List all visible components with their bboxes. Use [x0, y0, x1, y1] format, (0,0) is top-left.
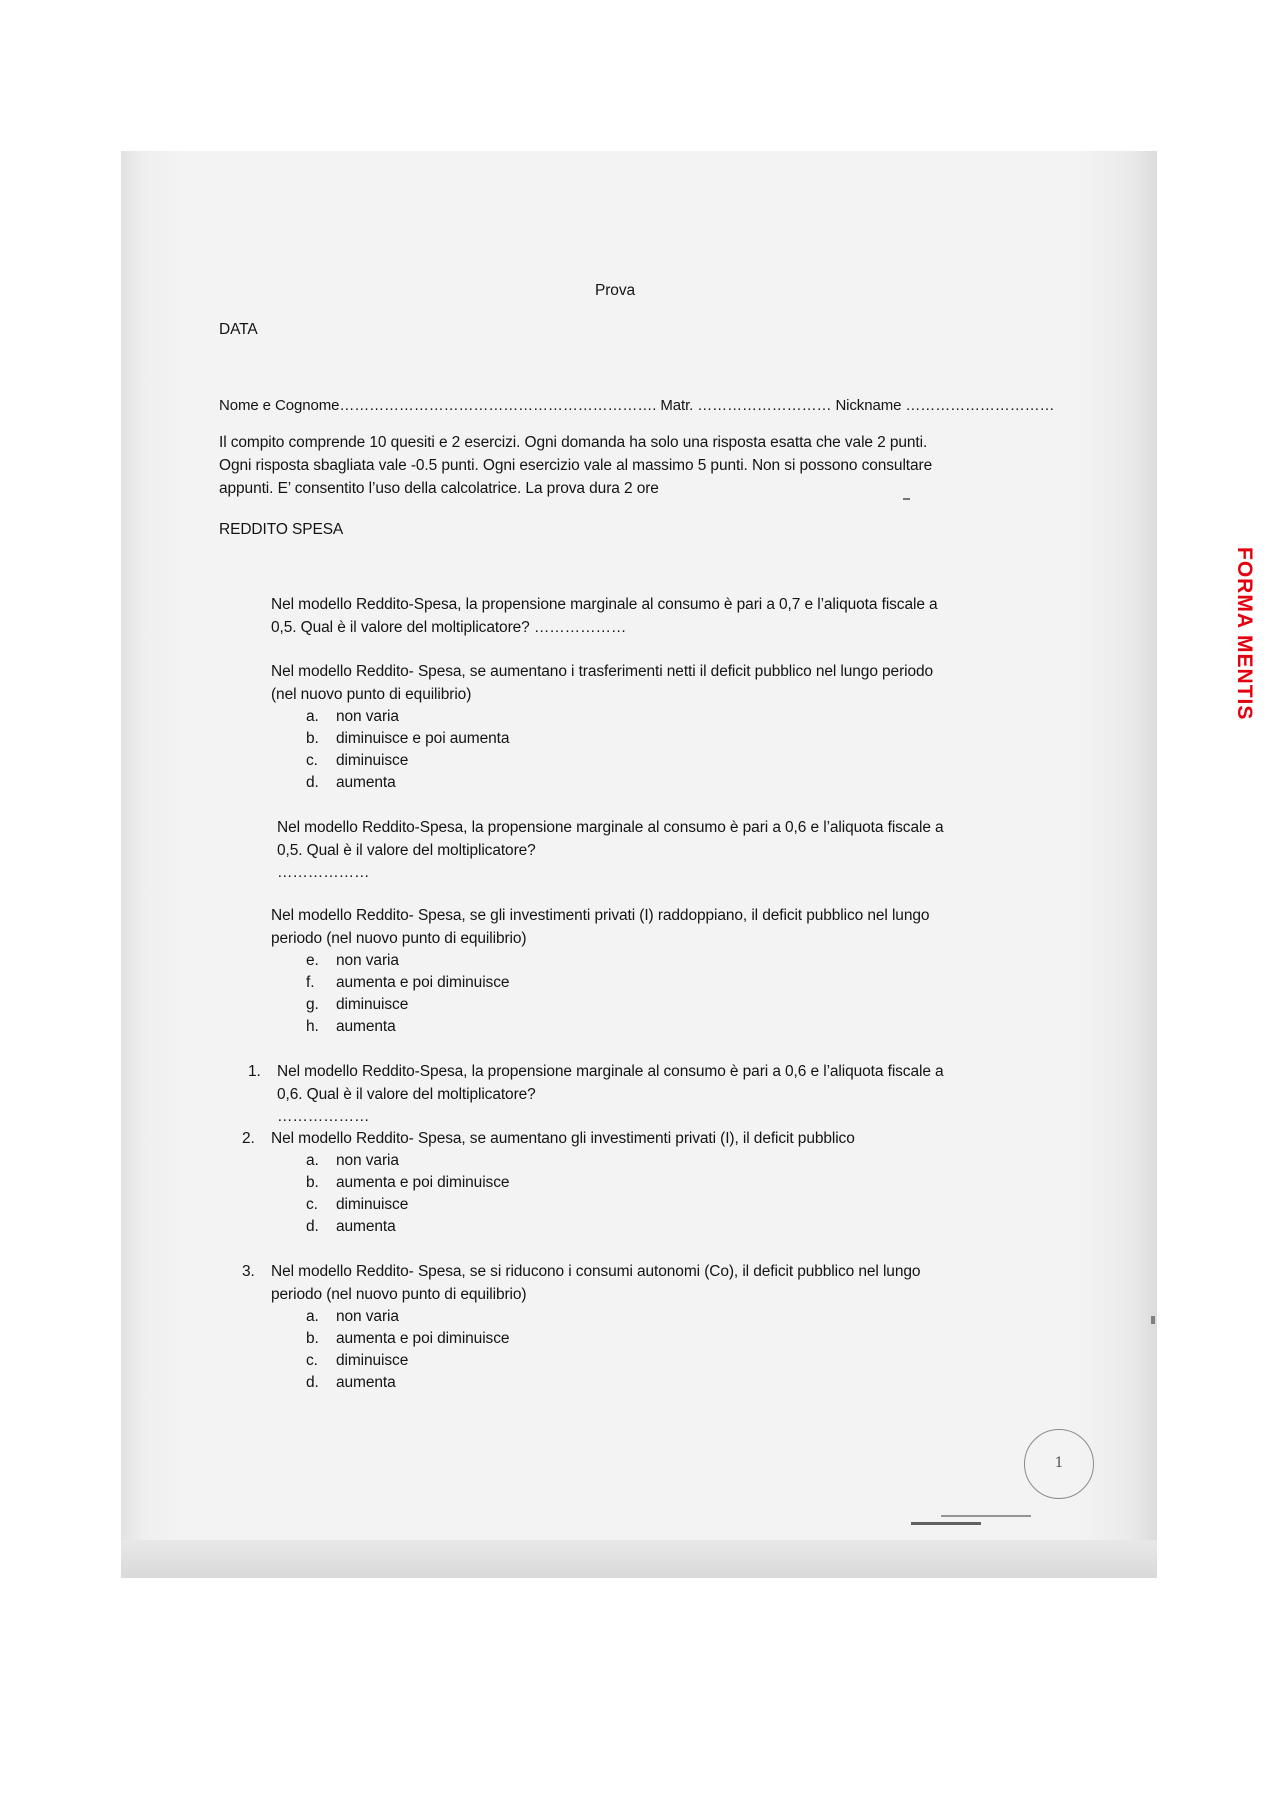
- answer-option: d. aumenta: [306, 1374, 396, 1391]
- instructions-line-3: appunti. E’ consentito l’uso della calcolatrice. La prova dura 2 ore: [219, 480, 659, 497]
- question-text: 0,5. Qual è il valore del moltiplicatore? ………………: [271, 619, 627, 636]
- instructions-line-2: Ogni risposta sbagliata vale -0.5 punti. Ogni esercizio vale al massimo 5 punti. Non si possono consultare: [219, 457, 933, 474]
- question-number: 2.: [242, 1130, 255, 1147]
- answer-option: e. non varia: [306, 952, 399, 969]
- answer-option: a. non varia: [306, 1308, 399, 1325]
- instructions-line-1: Il compito comprende 10 quesiti e 2 esercizi. Ogni domanda ha solo una risposta esatta che vale 2 punti.: [219, 434, 928, 451]
- question-text: Nel modello Reddito- Spesa, se aumentano i trasferimenti netti il deficit pubblico nel lungo periodo: [271, 663, 934, 680]
- date-label: DATA: [219, 321, 258, 338]
- question-number: 3.: [242, 1263, 255, 1280]
- page-title: Prova: [595, 282, 635, 299]
- answer-option: a. non varia: [306, 1152, 399, 1169]
- section-title: REDDITO SPESA: [219, 521, 344, 538]
- answer-blank: ………………: [277, 864, 370, 881]
- answer-option: c. diminuisce: [306, 752, 409, 769]
- page-number-circle: [1024, 1429, 1094, 1499]
- scan-mark: [1151, 1316, 1155, 1324]
- answer-option: g. diminuisce: [306, 996, 409, 1013]
- answer-option: d. aumenta: [306, 1218, 396, 1235]
- question-text: periodo (nel nuovo punto di equilibrio): [271, 930, 527, 947]
- scan-mark: [941, 1515, 1031, 1517]
- name-fields-line: Nome e Cognome………………………………………………………. Matr. ……………………… Nickname …………………………: [219, 397, 1055, 414]
- scanned-page: [121, 151, 1157, 1578]
- answer-option: c. diminuisce: [306, 1352, 409, 1369]
- scan-mark: [911, 1522, 981, 1525]
- question-text: periodo (nel nuovo punto di equilibrio): [271, 1286, 527, 1303]
- scan-mark: [903, 498, 910, 500]
- question-text: (nel nuovo punto di equilibrio): [271, 686, 472, 703]
- answer-option: c. diminuisce: [306, 1196, 409, 1213]
- question-text: Nel modello Reddito- Spesa, se aumentano gli investimenti privati (I), il deficit pubblico: [271, 1130, 855, 1147]
- question-text: Nel modello Reddito-Spesa, la propensione marginale al consumo è pari a 0,6 e l’aliquota fiscale a: [277, 1063, 944, 1080]
- answer-blank: ………………: [277, 1108, 370, 1125]
- answer-option: b. diminuisce e poi aumenta: [306, 730, 510, 747]
- answer-option: h. aumenta: [306, 1018, 396, 1035]
- page-number: 1: [1054, 1455, 1064, 1471]
- answer-option: a. non varia: [306, 708, 399, 725]
- answer-option: b. aumenta e poi diminuisce: [306, 1330, 510, 1347]
- answer-option: d. aumenta: [306, 774, 396, 791]
- question-text: Nel modello Reddito- Spesa, se si riducono i consumi autonomi (Co), il deficit pubblico nel lungo: [271, 1263, 921, 1280]
- question-text: 0,6. Qual è il valore del moltiplicatore?: [277, 1086, 536, 1103]
- answer-option: f. aumenta e poi diminuisce: [306, 974, 510, 991]
- question-text: Nel modello Reddito-Spesa, la propensione marginale al consumo è pari a 0,7 e l’aliquota fiscale a: [271, 596, 938, 613]
- question-text: Nel modello Reddito-Spesa, la propensione marginale al consumo è pari a 0,6 e l’aliquota fiscale a: [277, 819, 944, 836]
- exam-page: [121, 151, 1157, 1578]
- question-text: Nel modello Reddito- Spesa, se gli investimenti privati (I) raddoppiano, il deficit pubblico nel lungo: [271, 907, 930, 924]
- question-number: 1.: [248, 1063, 261, 1080]
- side-brand-label: FORMA MENTIS: [1233, 547, 1256, 721]
- question-text: 0,5. Qual è il valore del moltiplicatore?: [277, 842, 536, 859]
- answer-option: b. aumenta e poi diminuisce: [306, 1174, 510, 1191]
